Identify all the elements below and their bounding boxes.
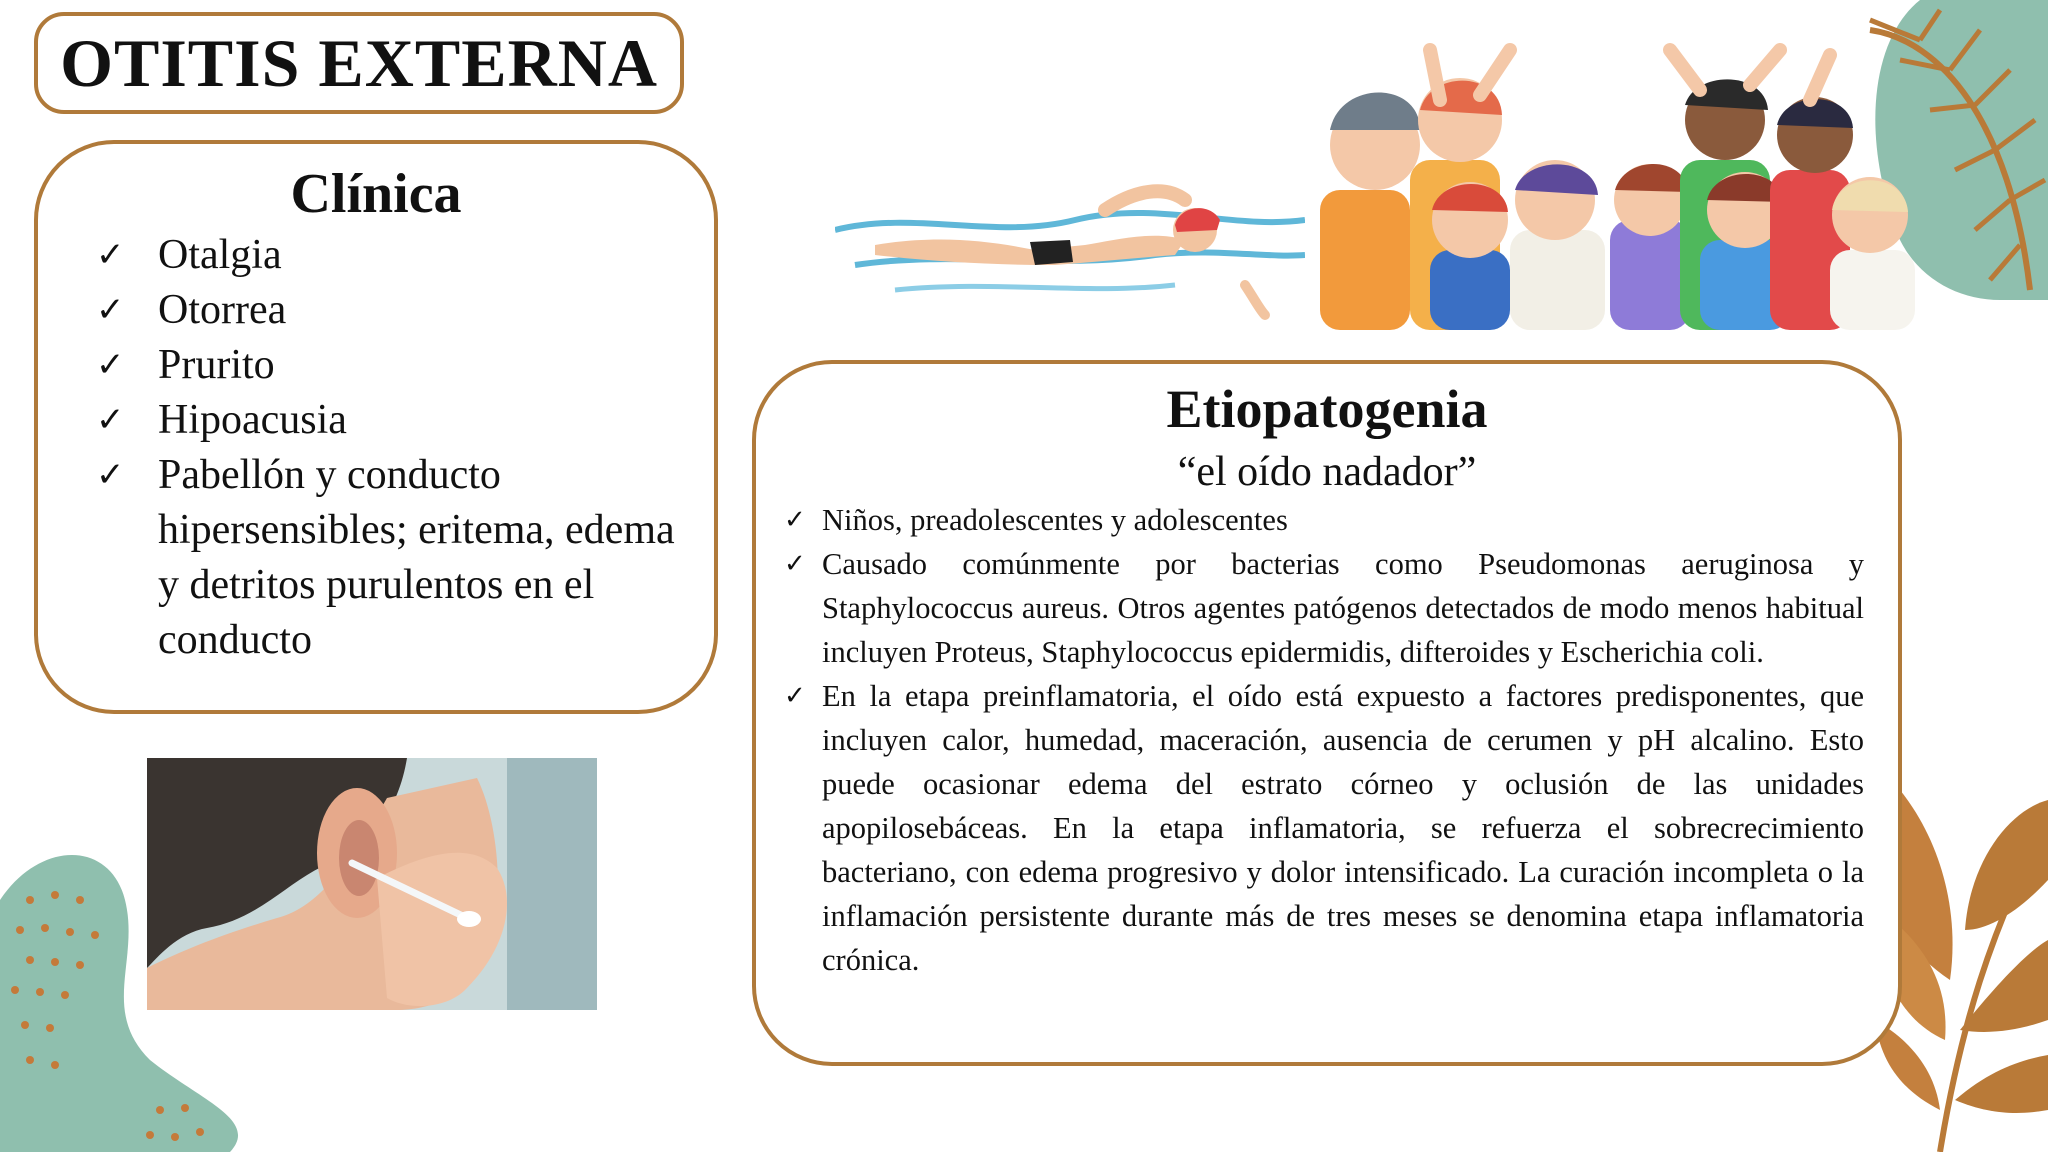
etiopatogenia-list — [784, 498, 1864, 982]
list-item-text: Causado comúnmente por bacterias como Pseudomonas aeruginosa y Staphylococcus aureus. Otros agentes patógenos detectados de modo menos habitual incluyen Proteus, Staphylococcus epidermidis, difteroides y Escherichia coli. — [822, 547, 1864, 669]
etiopatogenia-heading: Etiopatogenia — [1166, 379, 1488, 439]
list-item-text: Pabellón y conducto hipersensibles; eritema, edema y detritos purulentos en el conducto — [158, 452, 675, 663]
list-item — [96, 393, 706, 448]
list-item — [784, 498, 1864, 542]
clinica-list — [96, 228, 706, 668]
check-icon: ✓ — [96, 455, 125, 495]
children-group-illustration-icon — [1310, 40, 1920, 330]
list-item-text: Otalgia — [158, 232, 282, 278]
list-item-text: Niños, preadolescentes y adolescentes — [822, 503, 1288, 537]
check-icon: ✓ — [96, 400, 125, 440]
etiopatogenia-panel — [752, 360, 1902, 1066]
check-icon: ✓ — [784, 505, 806, 535]
check-icon: ✓ — [96, 345, 125, 385]
list-item-text: Prurito — [158, 342, 275, 388]
etiopatogenia-subtitle: “el oído nadador” — [1177, 449, 1477, 495]
list-item-text: En la etapa preinflamatoria, el oído está expuesto a factores predisponentes, que incluyen calor, humedad, maceración, ausencia de cerumen y pH alcalino. Esto puede ocasionar edema del estrato córneo y oclusión de las unidades apopilosebáceas. En la etapa inflamatoria, se refuerza el sobrecrecimiento bacteriano, con edema progresivo y dolor intensificado. La curación incompleta o la inflamación persistente durante más de tres meses se denomina etapa inflamatoria crónica. — [822, 679, 1864, 977]
clinica-heading: Clínica — [290, 163, 462, 225]
check-icon: ✓ — [96, 290, 125, 330]
list-item — [96, 448, 706, 668]
list-item — [784, 674, 1864, 982]
list-item — [784, 542, 1864, 674]
check-icon: ✓ — [784, 549, 806, 579]
list-item — [96, 338, 706, 393]
list-item — [96, 228, 706, 283]
list-item-text: Hipoacusia — [158, 397, 347, 443]
cotton-swab-ear-photo-icon — [147, 758, 597, 1010]
title-box — [34, 12, 684, 114]
swimmer-illustration-icon — [835, 170, 1305, 330]
list-item — [96, 283, 706, 338]
page-title: OTITIS EXTERNA — [60, 24, 658, 101]
clinica-panel — [34, 140, 718, 714]
list-item-text: Otorrea — [158, 287, 287, 333]
check-icon: ✓ — [784, 681, 806, 711]
check-icon: ✓ — [96, 235, 125, 275]
